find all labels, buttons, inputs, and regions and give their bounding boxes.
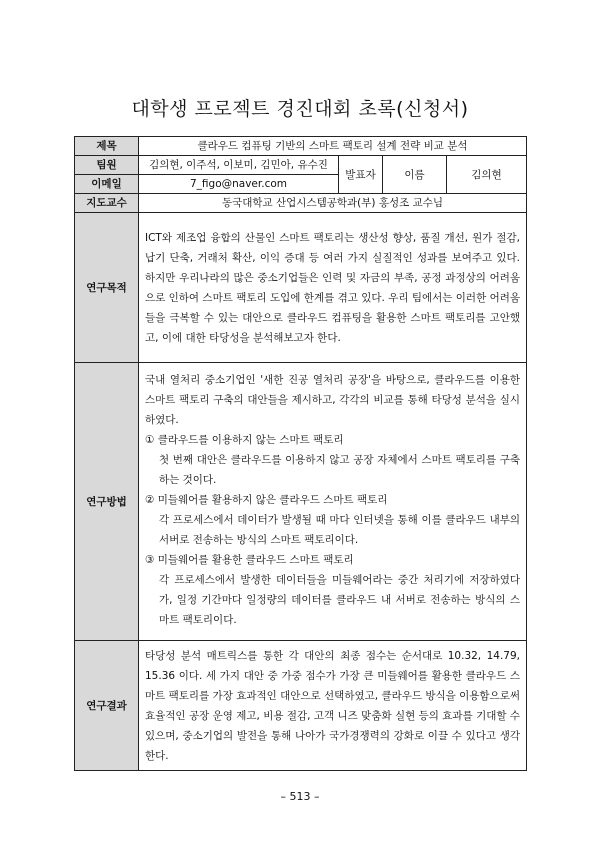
method-item: [143, 550, 522, 630]
result-label: 연구결과: [75, 641, 139, 771]
result-cell: [139, 641, 527, 771]
presenter-label: 발표자: [339, 156, 383, 194]
email-value: 7_figo@naver.com: [139, 175, 339, 194]
method-label: 연구방법: [75, 363, 139, 641]
title-value: 클라우드 컴퓨팅 기반의 스마트 팩토리 설계 전략 비교 분석: [139, 137, 527, 156]
result-row: [75, 641, 527, 771]
title-label: 제목: [75, 137, 139, 156]
advisor-label: 지도교수: [75, 194, 139, 213]
name-label: 이름: [383, 156, 447, 194]
method-cell: [139, 363, 527, 641]
advisor-value: 동국대학교 산업시스템공학과(부) 홍성조 교수님: [139, 194, 527, 213]
email-label: 이메일: [75, 175, 139, 194]
method-item-description: 각 프로세스에서 데이터가 발생될 때 마다 인터넷을 통해 이를 클라우드 내부의 서버로 전송하는 방식의 스마트 팩토리이다.: [159, 513, 521, 546]
title-row: [75, 137, 527, 156]
advisor-row: [75, 194, 527, 213]
method-item-heading: ① 클라우드를 이용하지 않는 스마트 팩토리: [145, 433, 344, 446]
result-text: 타당성 분석 매트릭스를 통한 각 대안의 최종 점수는 순서대로 10.32, 14.79, 15.36 이다. 세 가지 대안 중 가중 점수가 가장 큰 미들웨어를 활용한 클라우드 스마트 팩토리를 가장 효과적인 대안으로 선택하였고, 클라우드 방식을 이용함으로써 효율적인 공장 운영 제고, 비용 절감, 고객 니즈 맞춤화 실현 등의 효과를 기대할 수 있으며, 중소기업의 발전을 통해 나아가 국가경쟁력의 강화로 이끌 수 있다고 생각한다.: [145, 649, 521, 762]
method-intro: 국내 열처리 중소기업인 '새한 진공 열처리 공장'을 바탕으로, 클라우드를 이용한 스마트 팩토리 구축의 대안들을 제시하고, 각각의 비교를 통해 타당성 분석을 실시하였다.: [145, 373, 521, 426]
application-form-table: [74, 136, 527, 771]
method-row: [75, 363, 527, 641]
team-value: 김의현, 이주석, 이보미, 김민아, 유수진: [139, 156, 339, 175]
purpose-cell: [139, 213, 527, 363]
method-item-description: 첫 번째 대안은 클라우드를 이용하지 않고 공장 자체에서 스마트 팩토리를 구축하는 것이다.: [159, 453, 521, 486]
method-item: [143, 430, 522, 490]
method-item-heading: ② 미들웨어를 활용하지 않은 클라우드 스마트 팩토리: [145, 493, 388, 506]
purpose-row: [75, 213, 527, 363]
purpose-label: 연구목적: [75, 213, 139, 363]
document-title: 대학생 프로젝트 경진대회 초록(신청서): [131, 98, 469, 120]
method-item-heading: ③ 미들웨어를 활용한 클라우드 스마트 팩토리: [145, 553, 354, 566]
purpose-text: ICT와 제조업 융합의 산물인 스마트 팩토리는 생산성 향상, 품질 개선, 원가 절감, 납기 단축, 거래처 확산, 이익 증대 등 여러 가지 실질적인 성과를 보여주고 있다. 하지만 우리나라의 많은 중소기업들은 인력 및 자금의 부족, 공정 과정상의 어려움으로 인하여 스마트 팩토리 도입에 한계를 겪고 있다. 우리 팀에서는 이러한 어려움들을 극복할 수 있는 대안으로 클라우드 컴퓨팅을 활용한 스마트 팩토리를 고안했고, 이에 대한 타당성을 분석해보고자 한다.: [145, 231, 521, 344]
presenter-name-value: 김의현: [447, 156, 527, 194]
team-row: [75, 156, 527, 175]
team-label: 팀원: [75, 156, 139, 175]
method-item: [143, 490, 522, 550]
method-item-description: 각 프로세스에서 발생한 데이터들을 미들웨어라는 중간 처리기에 저장하였다가, 일정 기간마다 일정량의 데이터를 클라우드 내 서버로 전송하는 방식의 스마트 팩토리이다.: [159, 573, 521, 626]
page-number: – 513 –: [280, 790, 320, 803]
